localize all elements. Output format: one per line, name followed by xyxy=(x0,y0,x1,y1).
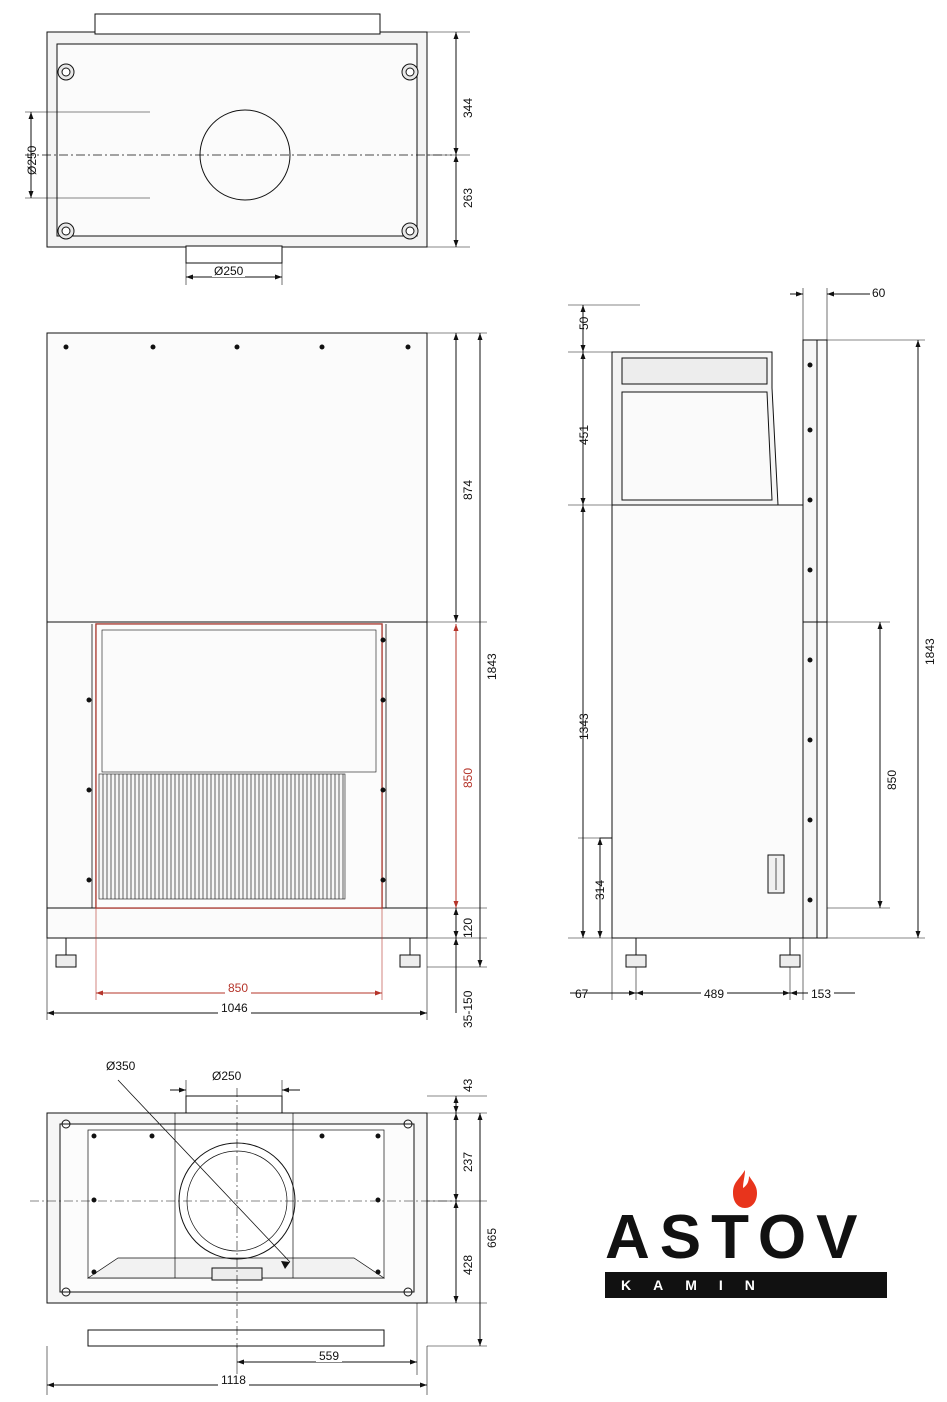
dim-bottom-237: 237 xyxy=(461,1151,475,1172)
dim-top-263: 263 xyxy=(461,187,475,208)
dim-side-850: 850 xyxy=(885,769,899,790)
dim-front-874: 874 xyxy=(461,479,475,500)
dim-side-67: 67 xyxy=(575,987,589,1001)
dim-bottom-428: 428 xyxy=(461,1254,475,1275)
dim-bottom-43: 43 xyxy=(461,1078,475,1092)
dim-side-1343: 1343 xyxy=(577,713,591,740)
logo-wordmark: ASTOV xyxy=(605,1203,868,1272)
dim-bottom-d350: Ø350 xyxy=(106,1059,136,1073)
dim-top-d250-bottom: Ø250 xyxy=(214,264,244,278)
dim-top-d250-left: Ø250 xyxy=(25,145,39,175)
dim-side-153: 153 xyxy=(808,988,834,1000)
side-view xyxy=(568,288,925,1000)
dim-top-344: 344 xyxy=(461,97,475,118)
dim-front-850-height: 850 xyxy=(461,767,475,788)
dim-side-1843: 1843 xyxy=(923,638,937,665)
dim-front-35-150: 35-150 xyxy=(461,990,475,1028)
dim-front-120: 120 xyxy=(461,917,475,938)
astov-kamin-logo xyxy=(597,1168,897,1298)
top-view xyxy=(25,14,470,285)
dim-side-50: 50 xyxy=(577,316,591,330)
dim-bottom-559: 559 xyxy=(316,1350,342,1362)
front-view xyxy=(47,333,487,1020)
dim-side-314: 314 xyxy=(593,879,607,900)
dim-front-1843: 1843 xyxy=(485,653,499,680)
dim-bottom-1118: 1118 xyxy=(218,1374,249,1386)
logo-subtext: KAMIN xyxy=(621,1277,777,1293)
dim-side-60: 60 xyxy=(872,286,886,300)
bottom-view xyxy=(30,1080,487,1395)
dim-side-489: 489 xyxy=(701,988,727,1000)
dim-front-1046: 1046 xyxy=(218,1002,251,1014)
dim-bottom-d250: Ø250 xyxy=(212,1069,242,1083)
dim-side-451: 451 xyxy=(577,424,591,445)
dim-bottom-665: 665 xyxy=(485,1227,499,1248)
dim-front-850-width: 850 xyxy=(225,982,251,994)
